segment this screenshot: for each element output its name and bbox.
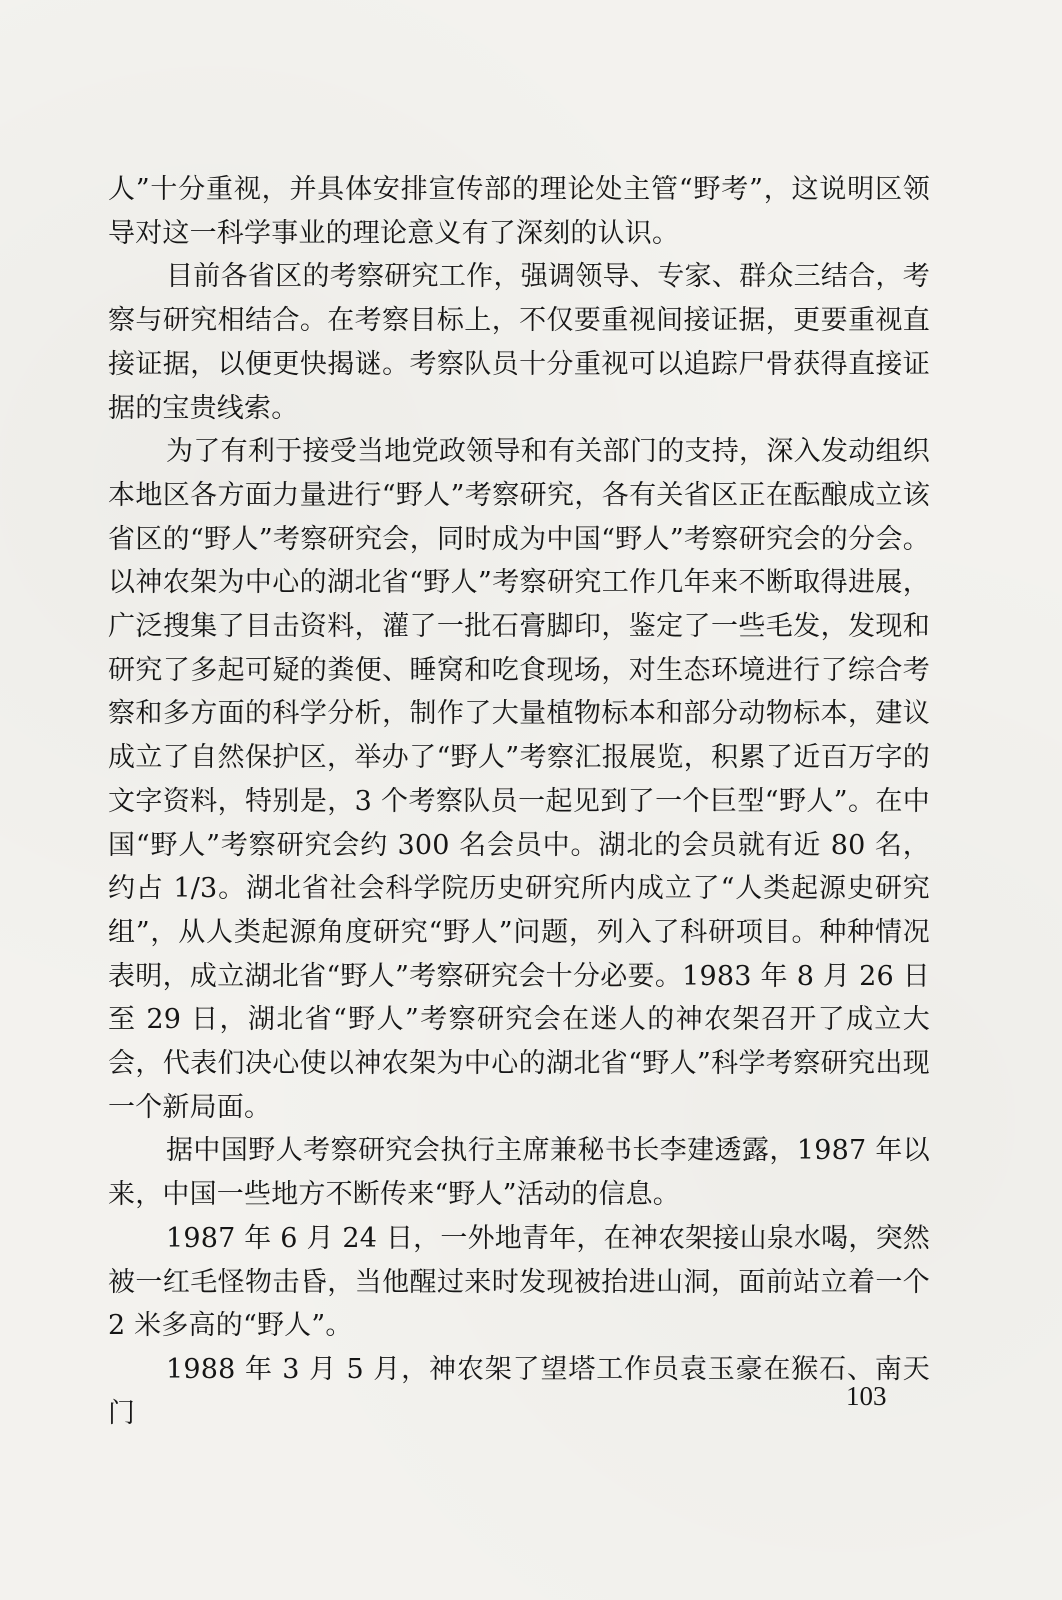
body-text xyxy=(108,168,930,1435)
paragraph-1: 人”十分重视，并具体安排宣传部的理论处主管“野考”，这说明区领导对这一科学事业的理论意义有了深刻的认识。 xyxy=(108,174,930,249)
paragraph-2: 目前各省区的考察研究工作，强调领导、专家、群众三结合，考察与研究相结合。在考察目标上，不仅要重视间接证据，更要重视直接证据，以便更快揭谜。考察队员十分重视可以追踪尸骨获得直接证据的宝贵线索。 xyxy=(108,261,930,424)
page-number: 103 xyxy=(846,1381,887,1411)
paragraph-6: 1988 年 3 月 5 月，神农架了望塔工作员袁玉豪在猴石、南天门 xyxy=(108,1353,930,1429)
paragraph-5: 1987 年 6 月 24 日，一外地青年，在神农架接山泉水喝，突然被一红毛怪物击昏，当他醒过来时发现被抬进山洞，面前站立着一个 2 米多高的“野人”。 xyxy=(108,1222,930,1342)
paragraph-3: 为了有利于接受当地党政领导和有关部门的支持，深入发动组织本地区各方面力量进行“野人”考察研究，各有关省区正在酝酿成立该省区的“野人”考察研究会，同时成为中国“野人”考察研究会的分会。以神农架为中心的湖北省“野人”考察研究工作几年来不断取得进展，广泛搜集了目击资料，灌了一批石膏脚印，鉴定了一些毛发，发现和研究了多起可疑的粪便、睡窝和吃食现场，对生态环境进行了综合考察和多方面的科学分析，制作了大量植物标本和部分动物标本，建议成立了自然保护区，举办了“野人”考察汇报展览，积累了近百万字的文字资料，特别是，3 个考察队员一起见到了一个巨型“野人”。在中国“野人”考察研究会约 300 名会员中。湖北的会员就有近 80 名，约占 1/3。湖北省社会科学院历史研究所内成立了“人类起源史研究组”，从人类起源角度研究“野人”问题，列入了科研项目。种种情况表明，成立湖北省“野人”考察研究会十分必要。1983 年 8 月 26 日至 29 日，湖北省“野人”考察研究会在迷人的神农架召开了成立大会，代表们决心使以神农架为中心的湖北省“野人”科学考察研究出现一个新局面。 xyxy=(108,436,930,1123)
paragraph-4: 据中国野人考察研究会执行主席兼秘书长李建透露，1987 年以来，中国一些地方不断传来“野人”活动的信息。 xyxy=(108,1135,930,1211)
